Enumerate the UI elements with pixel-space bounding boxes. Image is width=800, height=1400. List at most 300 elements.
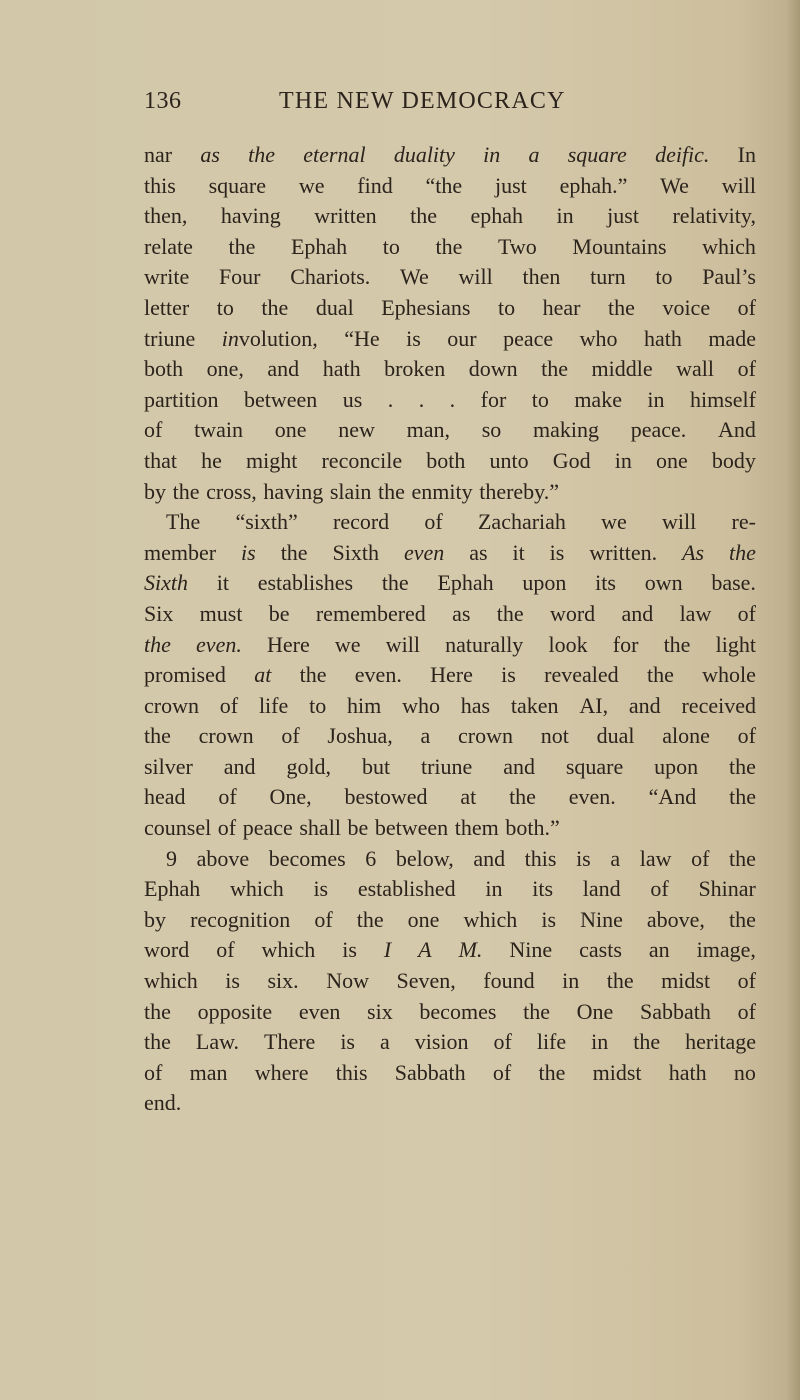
word: Ephesians bbox=[381, 294, 471, 320]
word: Ephah bbox=[290, 233, 348, 259]
word: for bbox=[612, 631, 639, 657]
word: life bbox=[258, 692, 289, 718]
word: One, bbox=[269, 784, 312, 810]
word: Nine bbox=[580, 906, 623, 932]
word: the bbox=[144, 1029, 171, 1055]
word: is bbox=[501, 662, 516, 688]
word: ephah bbox=[470, 203, 524, 229]
page-number: 136 bbox=[144, 88, 182, 114]
word: of bbox=[650, 876, 669, 902]
word: the bbox=[410, 203, 437, 229]
word: new bbox=[338, 417, 375, 443]
word: just bbox=[494, 172, 527, 198]
word: six bbox=[367, 998, 393, 1024]
text-line bbox=[144, 966, 756, 997]
word: silver bbox=[144, 753, 193, 779]
word: of bbox=[492, 1059, 512, 1085]
word: one, bbox=[206, 356, 244, 382]
word: it bbox=[512, 539, 525, 565]
word: image, bbox=[696, 937, 756, 963]
word: 6 bbox=[365, 845, 377, 871]
word: be bbox=[347, 815, 369, 841]
page-header bbox=[144, 88, 756, 128]
word: is bbox=[340, 1029, 355, 1055]
word: of bbox=[219, 692, 239, 718]
word: turn bbox=[590, 264, 626, 290]
word: him bbox=[347, 692, 382, 718]
word: promised bbox=[144, 662, 226, 688]
text-line bbox=[144, 140, 756, 171]
word: We bbox=[400, 264, 429, 290]
word: between bbox=[374, 815, 449, 841]
text-line bbox=[144, 752, 756, 783]
word: the bbox=[729, 539, 756, 565]
word: casts bbox=[579, 937, 622, 963]
word: law bbox=[679, 600, 712, 626]
word: the bbox=[144, 723, 171, 749]
word: a bbox=[528, 142, 540, 167]
word: ephah.” bbox=[559, 172, 628, 198]
word: M. bbox=[458, 937, 483, 963]
word: six. bbox=[267, 968, 299, 994]
word: Four bbox=[218, 264, 261, 290]
word: member bbox=[144, 539, 217, 565]
text-line bbox=[144, 1088, 756, 1119]
word: will bbox=[662, 509, 697, 535]
word: middle bbox=[591, 356, 653, 382]
text-line bbox=[144, 568, 756, 599]
word: both bbox=[426, 447, 466, 473]
word: counsel bbox=[144, 815, 212, 841]
text-line bbox=[144, 1027, 756, 1058]
word: . bbox=[449, 386, 456, 412]
word: even. bbox=[196, 631, 242, 657]
word: found bbox=[483, 968, 535, 994]
word: involution, bbox=[221, 325, 318, 351]
word: nar bbox=[144, 142, 173, 167]
word: and bbox=[621, 600, 654, 626]
word: of bbox=[424, 509, 443, 535]
word: Sixth bbox=[332, 539, 379, 565]
body-text bbox=[144, 140, 756, 1119]
word: shall bbox=[299, 815, 341, 841]
word: upon bbox=[654, 753, 699, 779]
word: make bbox=[574, 386, 622, 412]
word: as bbox=[200, 142, 220, 167]
word: by bbox=[144, 478, 166, 504]
word: both bbox=[144, 356, 184, 382]
word: at bbox=[460, 784, 477, 810]
word: relate bbox=[144, 233, 193, 259]
word: the bbox=[509, 784, 536, 810]
word: the bbox=[729, 753, 756, 779]
word: wall bbox=[676, 356, 715, 382]
text-line bbox=[144, 538, 756, 569]
word: is bbox=[576, 845, 591, 871]
word: In bbox=[737, 142, 756, 167]
word: record bbox=[333, 509, 390, 535]
word: alone bbox=[662, 723, 710, 749]
word: has bbox=[460, 692, 491, 718]
word: even bbox=[403, 539, 445, 565]
word: of bbox=[737, 600, 756, 626]
word: duality bbox=[393, 142, 455, 167]
word: “He bbox=[344, 325, 380, 351]
word: One bbox=[576, 998, 614, 1024]
word: Here bbox=[430, 662, 473, 688]
word: of bbox=[216, 937, 235, 963]
word: head bbox=[144, 784, 186, 810]
word: square bbox=[565, 753, 624, 779]
word: one bbox=[655, 447, 688, 473]
word: man, bbox=[406, 417, 450, 443]
word: in bbox=[614, 447, 632, 473]
word: the bbox=[633, 1029, 661, 1055]
word: the bbox=[496, 600, 524, 626]
word: unto bbox=[489, 447, 529, 473]
word: the bbox=[435, 233, 463, 259]
word: of bbox=[737, 968, 756, 994]
text-line bbox=[144, 507, 756, 538]
word: to bbox=[309, 692, 327, 718]
word: which bbox=[261, 937, 316, 963]
word: midst bbox=[592, 1059, 642, 1085]
word: square bbox=[567, 142, 627, 167]
word: for bbox=[480, 386, 507, 412]
word: of bbox=[144, 1059, 163, 1085]
word: I bbox=[383, 937, 392, 963]
word: so bbox=[481, 417, 502, 443]
word: There bbox=[264, 1029, 316, 1055]
word: in bbox=[485, 876, 503, 902]
word: will bbox=[385, 631, 420, 657]
word: the bbox=[663, 631, 691, 657]
running-head: THE NEW DEMOCRACY bbox=[279, 88, 566, 114]
word: dual bbox=[596, 723, 635, 749]
word: the bbox=[356, 906, 384, 932]
word: and bbox=[223, 753, 256, 779]
word: to bbox=[655, 264, 673, 290]
word: cross, bbox=[206, 478, 257, 504]
word: in bbox=[647, 386, 665, 412]
word: hath bbox=[643, 325, 682, 351]
word: Ephah bbox=[437, 570, 494, 596]
word: midst bbox=[661, 968, 711, 994]
word: end. bbox=[144, 1090, 182, 1116]
text-line bbox=[144, 844, 756, 875]
word: the bbox=[646, 662, 674, 688]
word: opposite bbox=[197, 998, 273, 1024]
word: word bbox=[144, 937, 190, 963]
word: the bbox=[523, 998, 550, 1024]
word: even. bbox=[354, 662, 402, 688]
word: relativity, bbox=[672, 203, 756, 229]
word: the bbox=[381, 570, 409, 596]
text-line bbox=[144, 324, 756, 355]
page-edge-shadow bbox=[786, 0, 800, 1400]
word: might bbox=[246, 447, 298, 473]
word: is bbox=[541, 906, 557, 932]
word: law bbox=[639, 845, 672, 871]
word: Ephah bbox=[144, 876, 201, 902]
text-line bbox=[144, 782, 756, 813]
word: Now bbox=[326, 968, 369, 994]
text-line bbox=[144, 415, 756, 446]
word: a bbox=[379, 1029, 390, 1055]
word: where bbox=[254, 1059, 309, 1085]
word: be bbox=[268, 600, 290, 626]
word: in bbox=[591, 1029, 609, 1055]
word: which bbox=[702, 233, 756, 259]
word: we bbox=[298, 172, 325, 198]
word: then bbox=[522, 264, 561, 290]
word: of bbox=[737, 998, 756, 1024]
word: own bbox=[644, 570, 683, 596]
word: As bbox=[682, 539, 705, 565]
word: thereby.” bbox=[479, 478, 560, 504]
word: write bbox=[144, 264, 190, 290]
word: enmity bbox=[411, 478, 473, 504]
word: one bbox=[274, 417, 307, 443]
word: Seven, bbox=[396, 968, 456, 994]
word: its bbox=[595, 570, 616, 596]
word: is bbox=[225, 968, 240, 994]
word: the bbox=[228, 233, 256, 259]
word: will bbox=[458, 264, 493, 290]
word: the bbox=[541, 356, 569, 382]
word: must bbox=[199, 600, 243, 626]
word: established bbox=[357, 876, 456, 902]
text-line bbox=[144, 813, 756, 844]
text-line bbox=[144, 354, 756, 385]
word: above bbox=[196, 845, 250, 871]
word: twain bbox=[194, 417, 243, 443]
word: find bbox=[357, 172, 393, 198]
word: of bbox=[314, 906, 333, 932]
word: Two bbox=[498, 233, 537, 259]
word: square bbox=[208, 172, 267, 198]
word: in bbox=[483, 142, 501, 167]
word: below, bbox=[395, 845, 454, 871]
word: a bbox=[420, 723, 431, 749]
word: one bbox=[407, 906, 440, 932]
word: “the bbox=[425, 172, 463, 198]
word: taken bbox=[510, 692, 559, 718]
word: making bbox=[533, 417, 599, 443]
word: naturally bbox=[445, 631, 524, 657]
word: crown bbox=[198, 723, 254, 749]
word: he bbox=[201, 447, 222, 473]
word: dual bbox=[315, 294, 354, 320]
word: in bbox=[562, 968, 580, 994]
word: AI, bbox=[579, 692, 609, 718]
word: a bbox=[610, 845, 621, 871]
word: which bbox=[229, 876, 284, 902]
word: down bbox=[468, 356, 518, 382]
word: Nine bbox=[509, 937, 553, 963]
word: Sabbath bbox=[640, 998, 711, 1024]
text-line bbox=[144, 385, 756, 416]
word: vision bbox=[414, 1029, 469, 1055]
word: life bbox=[536, 1029, 567, 1055]
word: and bbox=[628, 692, 661, 718]
word: both.” bbox=[505, 815, 560, 841]
word: the bbox=[144, 998, 171, 1024]
text-line bbox=[144, 874, 756, 905]
word: not bbox=[540, 723, 569, 749]
word: the bbox=[538, 1059, 566, 1085]
word: . bbox=[418, 386, 425, 412]
word: hath bbox=[322, 356, 361, 382]
word: an bbox=[648, 937, 670, 963]
word: this bbox=[144, 172, 176, 198]
word: in bbox=[556, 203, 574, 229]
word: the bbox=[606, 968, 634, 994]
word: of bbox=[218, 784, 237, 810]
word: himself bbox=[690, 386, 756, 412]
word: is bbox=[241, 539, 256, 565]
word: hear bbox=[542, 294, 581, 320]
word: the bbox=[608, 294, 635, 320]
word: above, bbox=[646, 906, 705, 932]
word: Here bbox=[267, 631, 310, 657]
word: re- bbox=[731, 509, 756, 535]
word: it bbox=[216, 570, 229, 596]
word: 9 bbox=[166, 845, 177, 871]
word: Mountains bbox=[572, 233, 667, 259]
text-line bbox=[144, 201, 756, 232]
word: And bbox=[718, 417, 756, 443]
word: which bbox=[144, 968, 198, 994]
word: word bbox=[549, 600, 596, 626]
word: establishes bbox=[257, 570, 354, 596]
word: base. bbox=[711, 570, 756, 596]
word: no bbox=[733, 1059, 756, 1085]
word: crown bbox=[144, 692, 199, 718]
word: by bbox=[144, 906, 166, 932]
word: and bbox=[503, 753, 535, 779]
word: having bbox=[220, 203, 281, 229]
word: which bbox=[463, 906, 518, 932]
word: becomes bbox=[419, 998, 497, 1024]
word: Chariots. bbox=[290, 264, 371, 290]
word: land bbox=[582, 876, 621, 902]
text-line bbox=[144, 905, 756, 936]
word: the bbox=[378, 478, 405, 504]
word: we bbox=[334, 631, 361, 657]
word: as bbox=[452, 600, 471, 626]
word: “sixth” bbox=[235, 509, 298, 535]
text-line bbox=[144, 1058, 756, 1089]
word: received bbox=[681, 692, 756, 718]
word: revealed bbox=[544, 662, 619, 688]
word: light bbox=[715, 631, 756, 657]
word: of bbox=[493, 1029, 512, 1055]
word: We bbox=[660, 172, 689, 198]
word: slain bbox=[329, 478, 372, 504]
text-line bbox=[144, 477, 756, 508]
word: as bbox=[469, 539, 488, 565]
word: the bbox=[280, 539, 308, 565]
word: upon bbox=[522, 570, 567, 596]
word: the bbox=[248, 142, 276, 167]
word: to bbox=[531, 386, 549, 412]
word: of bbox=[737, 356, 756, 382]
word: partition bbox=[144, 386, 219, 412]
word: to bbox=[216, 294, 234, 320]
word: peace bbox=[242, 815, 293, 841]
text-line bbox=[144, 630, 756, 661]
word: to bbox=[497, 294, 516, 320]
word: us bbox=[342, 386, 363, 412]
word: whole bbox=[702, 662, 756, 688]
text-line bbox=[144, 446, 756, 477]
word: of bbox=[737, 723, 756, 749]
word: of bbox=[217, 815, 237, 841]
word: our bbox=[447, 325, 477, 351]
word: written. bbox=[589, 539, 658, 565]
word: “And bbox=[648, 784, 697, 810]
word: of bbox=[737, 294, 756, 320]
word: the bbox=[144, 631, 171, 657]
word: crown bbox=[458, 723, 514, 749]
word: made bbox=[708, 325, 756, 351]
word: its bbox=[532, 876, 554, 902]
word: but bbox=[361, 753, 391, 779]
word: deific. bbox=[655, 142, 710, 167]
word: and bbox=[473, 845, 506, 871]
word: even. bbox=[568, 784, 616, 810]
word: who bbox=[579, 325, 618, 351]
word: the bbox=[172, 478, 200, 504]
word: this bbox=[524, 845, 557, 871]
word: Joshua, bbox=[327, 723, 393, 749]
word: triune bbox=[144, 325, 196, 351]
word: of bbox=[144, 417, 163, 443]
word: having bbox=[263, 478, 324, 504]
word: to bbox=[382, 233, 400, 259]
text-line bbox=[144, 599, 756, 630]
word: between bbox=[244, 386, 318, 412]
word: broken bbox=[384, 356, 446, 382]
text-line bbox=[144, 997, 756, 1028]
word: bestowed bbox=[344, 784, 428, 810]
word: look bbox=[548, 631, 588, 657]
word: the bbox=[729, 906, 756, 932]
text-line bbox=[144, 171, 756, 202]
word: of bbox=[281, 723, 300, 749]
text-line bbox=[144, 721, 756, 752]
text-line bbox=[144, 935, 756, 966]
word: and bbox=[267, 356, 300, 382]
word: Six bbox=[144, 600, 174, 626]
word: Paul’s bbox=[702, 264, 756, 290]
word: is bbox=[406, 325, 421, 351]
word: becomes bbox=[268, 845, 346, 871]
word: written bbox=[314, 203, 377, 229]
text-line bbox=[144, 691, 756, 722]
word: we bbox=[601, 509, 627, 535]
word: God bbox=[552, 447, 591, 473]
word: the bbox=[729, 784, 756, 810]
word: them bbox=[454, 815, 499, 841]
word: Sixth bbox=[144, 570, 188, 596]
word: the bbox=[728, 845, 756, 871]
word: remembered bbox=[315, 600, 426, 626]
word: the bbox=[299, 662, 327, 688]
word: this bbox=[335, 1059, 368, 1085]
word: of bbox=[691, 845, 710, 871]
